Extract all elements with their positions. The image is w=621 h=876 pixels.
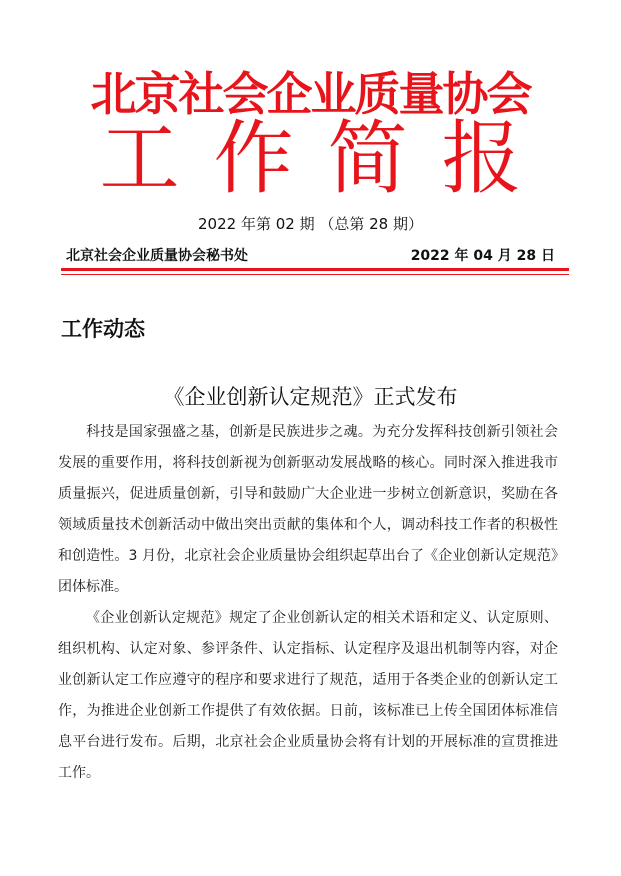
- publisher-name: 北京社会企业质量协会秘书处: [66, 248, 248, 264]
- article-headline: 《企业创新认定规范》正式发布: [163, 385, 458, 409]
- publication-title: 工作简报: [99, 112, 556, 205]
- publish-date: 2022 年 04 月 28 日: [410, 248, 555, 264]
- section-heading: 工作动态: [61, 317, 145, 341]
- publisher-date-row: [66, 245, 555, 267]
- issue-number: 2022 年第 02 期 （总第 28 期）: [198, 215, 423, 233]
- organization-title: 北京社会企业质量协会: [90, 67, 531, 121]
- header-rule-thin: [61, 274, 569, 275]
- article-paragraph-2: 《企业创新认定规范》规定了企业创新认定的相关术语和定义、认定原则、组织机构、认定对象、参评条件、认定指标、认定程序及退出机制等内容，对企业创新认定工作应遵守的程序和要求进行了规范，适用于各类企业的创新认定工作，为推进企业创新工作提供了有效依据。日前，该标准已上传全国团体标准信息平台进行发布。后期，北京社会企业质量协会将有计划的开展标准的宣贯推进工作。: [58, 610, 558, 781]
- header-rule-thick: [61, 268, 569, 271]
- article-paragraph-1: 科技是国家强盛之基，创新是民族进步之魂。为充分发挥科技创新引领社会发展的重要作用，将科技创新视为创新驱动发展战略的核心。同时深入推进我市质量振兴，促进质量创新，引导和鼓励广大企业进一步树立创新意识，奖励在各领域质量技术创新活动中做出突出贡献的集体和个人，调动科技工作者的积极性和创造性。3 月份，北京社会企业质量协会组织起草出台了《企业创新认定规范》团体标准。: [58, 424, 558, 595]
